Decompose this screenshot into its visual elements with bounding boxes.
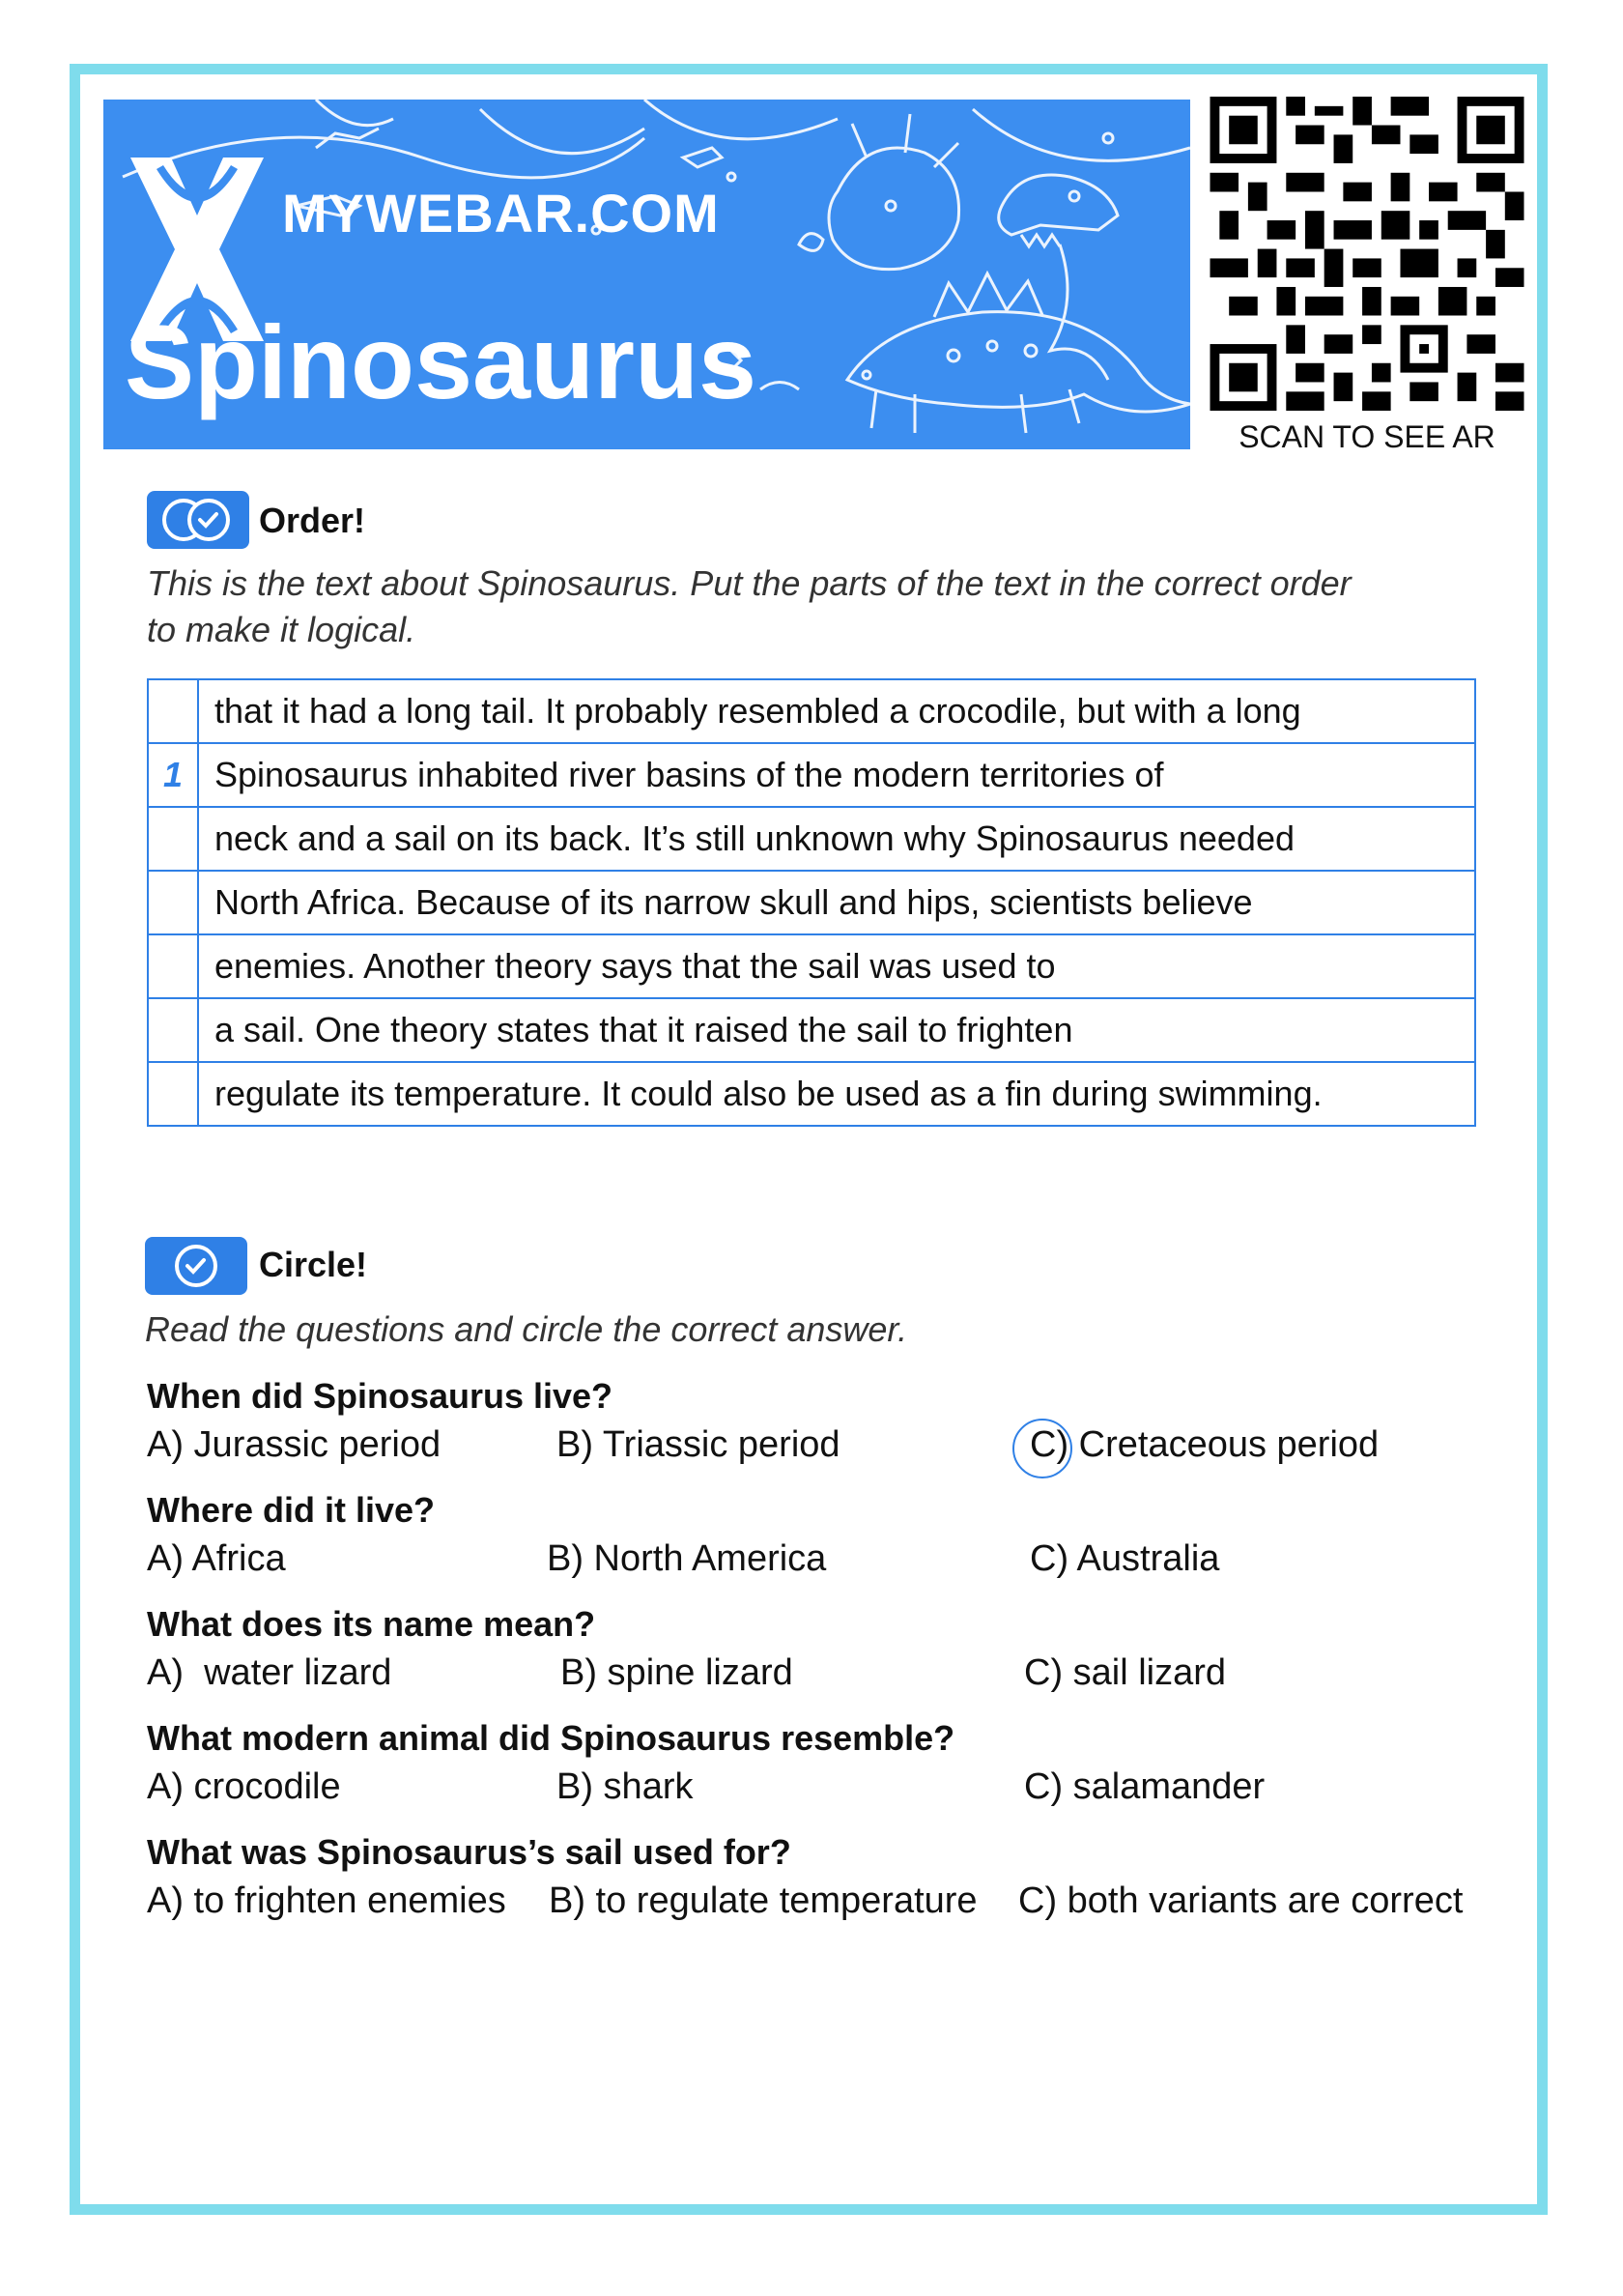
question-4: What modern animal did Spinosaurus resemble? (147, 1718, 955, 1758)
order-number-cell[interactable] (148, 871, 198, 934)
order-section-icon (147, 491, 249, 549)
order-number-cell[interactable]: 1 (148, 743, 198, 807)
table-row (148, 679, 1475, 743)
order-number-cell[interactable] (148, 807, 198, 871)
answer-5c[interactable]: C) both variants are correct (1018, 1880, 1464, 1921)
order-number-cell[interactable] (148, 934, 198, 998)
table-row (148, 743, 1475, 807)
order-instruction-line2: to make it logical. (147, 610, 416, 649)
order-text-cell: a sail. One theory states that it raised the sail to frighten (198, 998, 1475, 1062)
answer-5a[interactable]: A) to frighten enemies (147, 1880, 506, 1921)
circle-instruction: Read the questions and circle the correct answer. (145, 1309, 908, 1349)
order-text-cell: neck and a sail on its back. It’s still unknown why Spinosaurus needed (198, 807, 1475, 871)
answer-5b[interactable]: B) to regulate temperature (549, 1880, 978, 1921)
order-table (147, 678, 1476, 1127)
answer-1b[interactable]: B) Triassic period (556, 1424, 840, 1465)
order-number-cell[interactable] (148, 679, 198, 743)
order-text-cell: regulate its temperature. It could also be used as a fin during swimming. (198, 1062, 1475, 1126)
order-text-cell: North Africa. Because of its narrow skull and hips, scientists believe (198, 871, 1475, 934)
table-row (148, 998, 1475, 1062)
answer-2b[interactable]: B) North America (547, 1538, 827, 1579)
qr-caption: SCAN TO SEE AR (1239, 419, 1495, 454)
answer-4c[interactable]: C) salamander (1024, 1766, 1266, 1807)
order-number-cell[interactable] (148, 998, 198, 1062)
qr-code-icon[interactable] (1208, 97, 1526, 411)
answer-4a[interactable]: A) crocodile (147, 1766, 341, 1807)
answer-3c[interactable]: C) sail lizard (1024, 1652, 1227, 1693)
question-3: What does its name mean? (147, 1604, 596, 1644)
order-instruction-line1: This is the text about Spinosaurus. Put the parts of the text in the correct order (147, 563, 1352, 603)
answer-2a[interactable]: A) Africa (147, 1538, 286, 1579)
answer-4b[interactable]: B) shark (556, 1766, 694, 1807)
answer-1a[interactable]: A) Jurassic period (147, 1424, 441, 1465)
order-text-cell: enemies. Another theory says that the sail was used to (198, 934, 1475, 998)
answer-2c[interactable]: C) Australia (1030, 1538, 1220, 1579)
check-circle-icon (145, 1237, 247, 1295)
order-text-cell: Spinosaurus inhabited river basins of the modern territories of (198, 743, 1475, 807)
question-5: What was Spinosaurus’s sail used for? (147, 1832, 791, 1872)
brand-name: MYWEBAR.COM (282, 183, 720, 244)
question-2: Where did it live? (147, 1490, 436, 1530)
answer-3a[interactable]: A) water lizard (147, 1652, 392, 1693)
table-row (148, 934, 1475, 998)
table-row (148, 871, 1475, 934)
order-text-cell: that it had a long tail. It probably resembled a crocodile, but with a long (198, 679, 1475, 743)
answer-1c[interactable]: C) Cretaceous period (1030, 1424, 1380, 1465)
circle-section-title: Circle! (259, 1245, 368, 1284)
answer-3b[interactable]: B) spine lizard (560, 1652, 793, 1693)
order-number-cell[interactable] (148, 1062, 198, 1126)
question-1: When did Spinosaurus live? (147, 1376, 613, 1416)
circle-section-icon (145, 1237, 247, 1295)
header-banner (103, 100, 1190, 449)
table-row (148, 807, 1475, 871)
double-check-icon (147, 491, 249, 549)
order-section-title: Order! (259, 501, 366, 540)
table-row (148, 1062, 1475, 1126)
page-title: Spinosaurus (125, 303, 757, 420)
order-instruction (147, 560, 1352, 653)
